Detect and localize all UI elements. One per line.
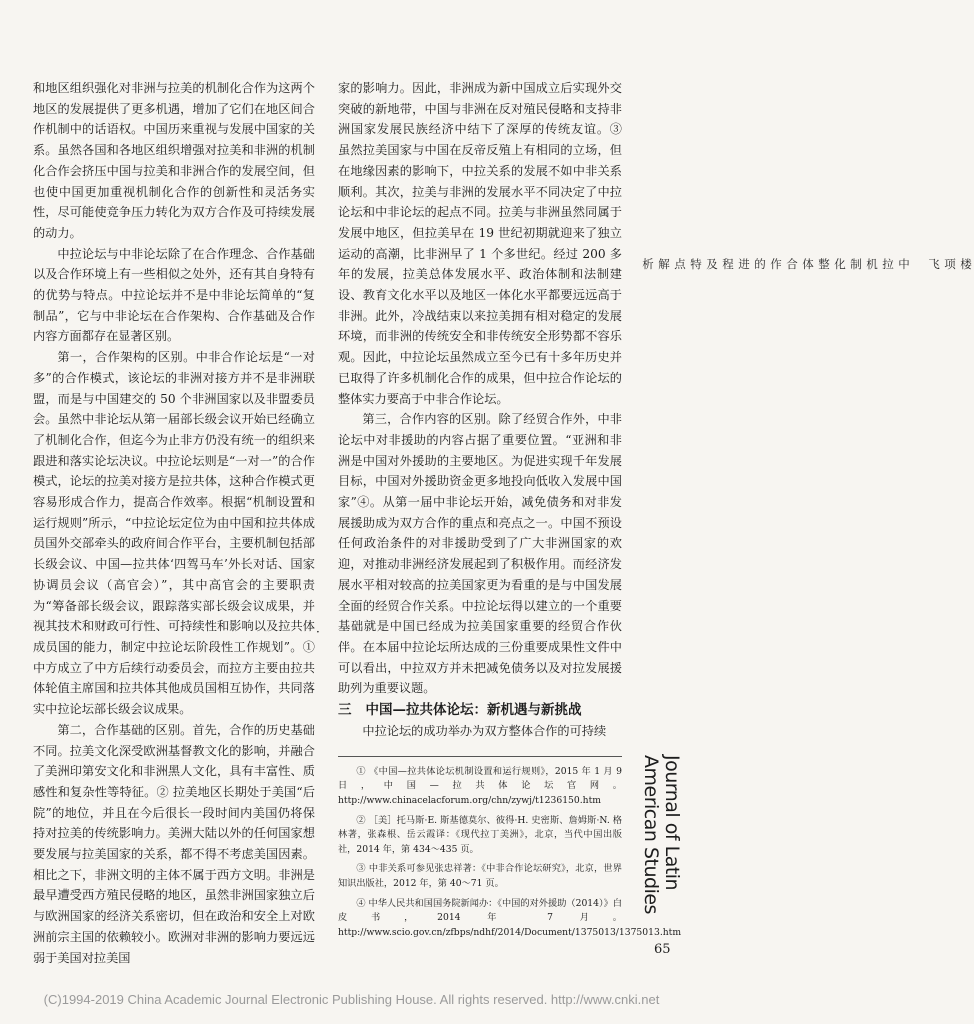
- left-column: [33, 78, 315, 968]
- paragraph: 第一，合作架构的区别。中非合作论坛是“一对多”的合作模式，该论坛的非洲对接方并不是非洲联盟，而是与中国建交的 50 个非洲国家以及非盟委员会。虽然中非论坛从第一届部长级会议开始已经确立了机制化合作，但迄今为止非方仍没有统一的组织来跟进和落实论坛决议。中拉论坛则是“一对一”的合作模式，论坛的拉美对接方是拉共体，这种合作模式更容易形成合作力，提高合作效率。根据“机制设置和运行规则”所示，“中拉论坛定位为由中国和拉共体成员国外交部牵头的政府间合作平台，主要机制包括部长级会议、中国—拉共体‘四驾马车’外长对话、国家协调员会议（高官会）”，其中高官会的主要职责为“筹备部长级会议，跟踪落实部长级会议成果，并视其技术和财政可行性、可持续性和影响以及拉共体成员国的能力，制定中拉论坛阶段性工作规划”。① 中方成立了中方后续行动委员会，而拉方主要由拉共体轮值主席国和拉共体其他成员国相互协作，共同落实中拉论坛部长级会议成果。: [33, 350, 315, 717]
- footnote: ④ 中华人民共和国国务院新闻办：《中国的对外援助（2014）》白皮书，2014 年 7 月。http://www.scio.gov.cn/zfbps/ndhf/2014/Document/1375013/1375013.htm: [338, 897, 682, 938]
- paragraph: 和地区组织强化对非洲与拉美的机制化合作为这两个地区的发展提供了更多机遇，增加了它们在地区间合作机制中的话语权。中国历来重视与发展中国家的关系。虽然各国和各地区组织增强对拉美和非洲的机制化合作会挤压中国与拉美和非洲合作的发展空间，但也使中国更加重视机制化合作的创新性和灵活务实性，尽可能使竞争压力转化为双方合作及可持续发展的动力。: [33, 81, 315, 240]
- paragraph: 第二，合作基础的区别。首先，合作的历史基础不同。拉美文化深受欧洲基督教文化的影响，并融合了美洲印第安文化和非洲黑人文化，具有丰富性、质感性和复杂性等特征。② 拉美地区长期处于美国“后院”的地位，并且在今后很长一段时间内美国仍将保持对拉美的传统影响力。美洲大陆以外的任何国家想要发展与拉美国家的关系，都不得不考虑美国因素。相比之下，非洲文明的主体不属于西方文明。非洲是最早遭受西方殖民侵略的地区，虽然非洲国家独立后与欧洲国家的经济关系密切，但在政治和安全上对欧洲前宗主国的依赖较小。欧洲对非洲的影响力要远远弱于美国对拉美国: [33, 722, 315, 965]
- section-title: 中国—拉共体论坛：新机遇与新挑战: [365, 702, 582, 719]
- article-title: 中拉机制化整体合作的进程及特点解析: [641, 258, 911, 271]
- page-number: 65: [654, 942, 671, 957]
- journal-name: Journal of Latin American Studies: [640, 755, 683, 914]
- paragraph: 中拉论坛与中非论坛除了在合作理念、合作基础以及合作环境上有一些相似之处外，还有其自身特有的优势与特点。中拉论坛并不是中非论坛简单的“复制品”，它与中非论坛在合作架构、合作基础及合作内容方面都存在显著区别。: [33, 246, 315, 344]
- paragraph: 家的影响力。因此，非洲成为新中国成立后实现外交突破的新地带，中国与非洲在反对殖民侵略和支持非洲国家发展民族经济中结下了深厚的传统友谊。③ 虽然拉美国家与中国在反帝反殖上有相同的立场，但在地缘因素的影响下，中拉关系的发展不如中非关系顺利。其次，拉美与非洲的发展水平不同决定了中拉论坛和中非论坛的起点不同。拉美与非洲虽然同属于发展中地区，但拉美早在 19 世纪初期就迎来了独立运动的高潮，比非洲早了 1 个多世纪。经过 200 多年的发展，拉美总体发展水平、政治体制和法制建设、教育文化水平以及地区一体化水平都要远远高于非洲。此外，冷战结束以来拉美拥有相对稳定的发展环境，而非洲的传统安全和非传统安全形势都不容乐观。因此，中拉论坛虽然成立至今已有十多年历史并已取得了许多机制化合作的成果，但中拉合作论坛的整体实力要高于中非合作论坛。: [338, 81, 622, 406]
- section-heading: [338, 699, 622, 721]
- running-head-text: [640, 258, 974, 271]
- footnote: ③ 中非关系可参见张忠祥著：《中非合作论坛研究》，北京，世界知识出版社，2012 年，第 40～71 页。: [338, 863, 622, 889]
- margin-mark: ·: [316, 625, 320, 639]
- copyright-notice: (C)1994-2019 China Academic Journal Electronic Publishing House. All rights reserved. http://www.cnki.net: [43, 992, 660, 1007]
- section-number: 三: [338, 702, 352, 719]
- footnote: ① 《中国—拉共体论坛机制设置和运行规则》，2015 年 1 月 9 日，中国—拉共体论坛官网。http://www.chinacelacforum.org/chn/zywj/t1236150.htm: [338, 765, 622, 806]
- paragraph: 中拉论坛的成功举办为双方整体合作的可持续: [362, 724, 607, 739]
- author-name: 楼项飞: [927, 258, 973, 271]
- footnote-divider: [338, 756, 622, 757]
- paragraph: 第三，合作内容的区别。除了经贸合作外，中非论坛中对非援助的内容占据了重要位置。“亚洲和非洲是中国对外援助的主要地区。为促进实现千年发展目标，中国对外援助资金更多地投向低收入发展中国家”④。从第一届中非论坛开始，减免债务和对非发展援助成为双方合作的重点和亮点之一。中国不预设任何政治条件的对非援助受到了广大非洲国家的欢迎，对推动非洲经济发展起到了积极作用。而经济发展水平相对较高的拉美国家更为看重的是与中国发展全面的经贸合作关系。中拉论坛得以建立的一个重要基础就是中国已经成为拉美国家重要的经贸合作伙伴。在本届中拉论坛所达成的三份重要成果性文件中可以看出，中拉双方并未把减免债务以及对拉发展援助列为重要议题。: [338, 412, 622, 696]
- footnote: ② ［美］托马斯·E. 斯基德莫尔、彼得·H. 史密斯、詹姆斯·N. 格林著，张森根、岳云霞译：《现代拉丁美洲》，北京，当代中国出版社，2014 年，第 434～435 页。: [338, 814, 622, 855]
